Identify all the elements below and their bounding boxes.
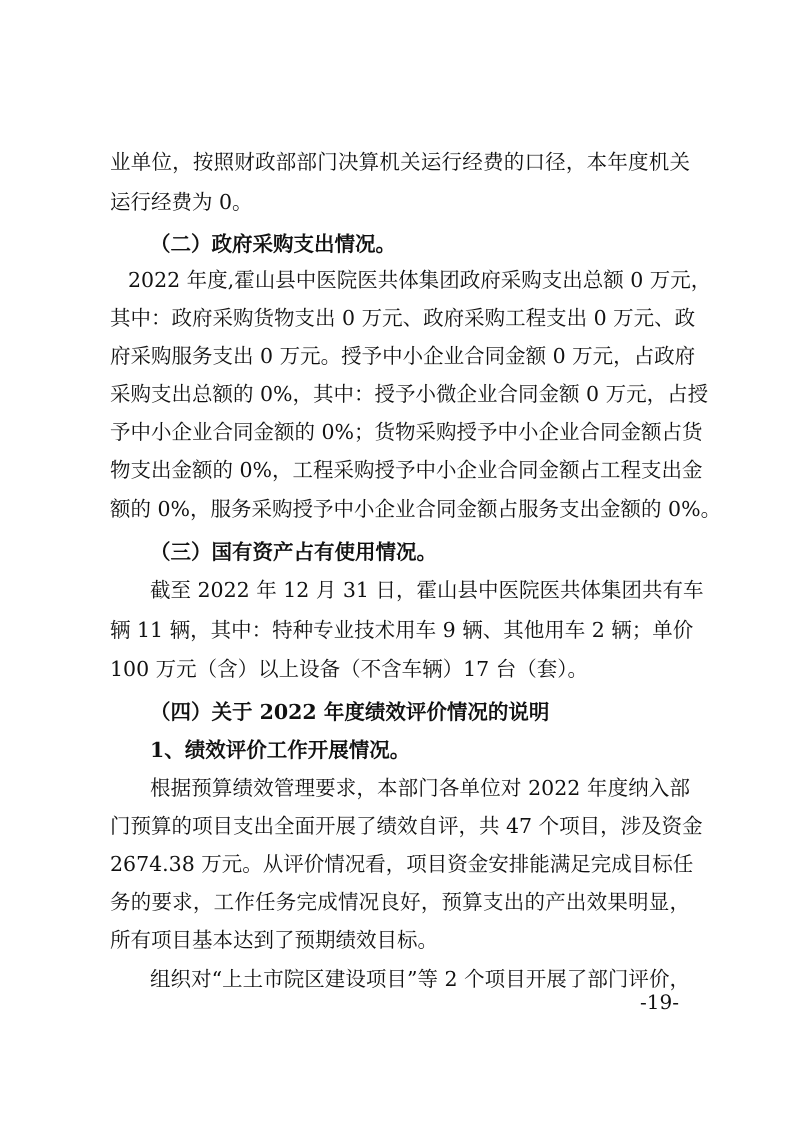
section-heading: （四）关于 2022 年度绩效评价情况的说明 [150,700,550,724]
paragraph-line: 根据预算绩效管理要求，本部门各单位对 2022 年度纳入部 [150,776,690,800]
paragraph-line: 组织对“上土市院区建设项目”等 2 个项目开展了部门评价， [150,967,690,991]
paragraph-line: 府采购服务支出 0 万元。授予中小企业合同金额 0 万元，占政府 [110,344,696,368]
paragraph-line: 物支出金额的 0%，工程采购授予中小企业合同金额占工程支出金 [110,458,703,482]
paragraph-line: 务的要求，工作任务完成情况良好，预算支出的产出效果明显， [110,890,690,914]
paragraph-line: 额的 0%，服务采购授予中小企业合同金额占服务支出金额的 0%。 [110,497,722,521]
paragraph-line: 辆 11 辆，其中：特种专业技术用车 9 辆、其他用车 2 辆；单价 [110,618,694,642]
paragraph-line: 所有项目基本达到了预期绩效目标。 [110,928,438,952]
paragraph-line: 其中：政府采购货物支出 0 万元、政府采购工程支出 0 万元、政 [110,306,696,330]
page-number: -19- [640,990,679,1014]
section-heading: （二）政府采购支出情况。 [150,232,396,256]
subsection-heading: 1、绩效评价工作开展情况。 [150,738,411,762]
paragraph-line: 截至 2022 年 12 月 31 日，霍山县中医院医共体集团共有车 [150,578,704,602]
paragraph-line: 业单位，按照财政部部门决算机关运行经费的口径，本年度机关 [110,150,690,174]
paragraph-line: 100 万元（含）以上设备（不含车辆）17 台（套）。 [110,657,588,681]
paragraph-line: 门预算的项目支出全面开展了绩效自评，共 47 个项目，涉及资金 [110,814,703,838]
paragraph-line: 2674.38 万元。从评价情况看，项目资金安排能满足完成目标任 [110,852,694,876]
paragraph-line: 运行经费为 0。 [110,190,253,214]
paragraph-line: 采购支出总额的 0%，其中：授予小微企业合同金额 0 万元，占授 [110,382,709,406]
paragraph-line: 予中小企业合同金额的 0%；货物采购授予中小企业合同金额占货 [110,420,703,444]
section-heading: （三）国有资产占有使用情况。 [150,540,437,564]
paragraph-line: 2022 年度,霍山县中医院医共体集团政府采购支出总额 0 万元， [128,268,712,292]
